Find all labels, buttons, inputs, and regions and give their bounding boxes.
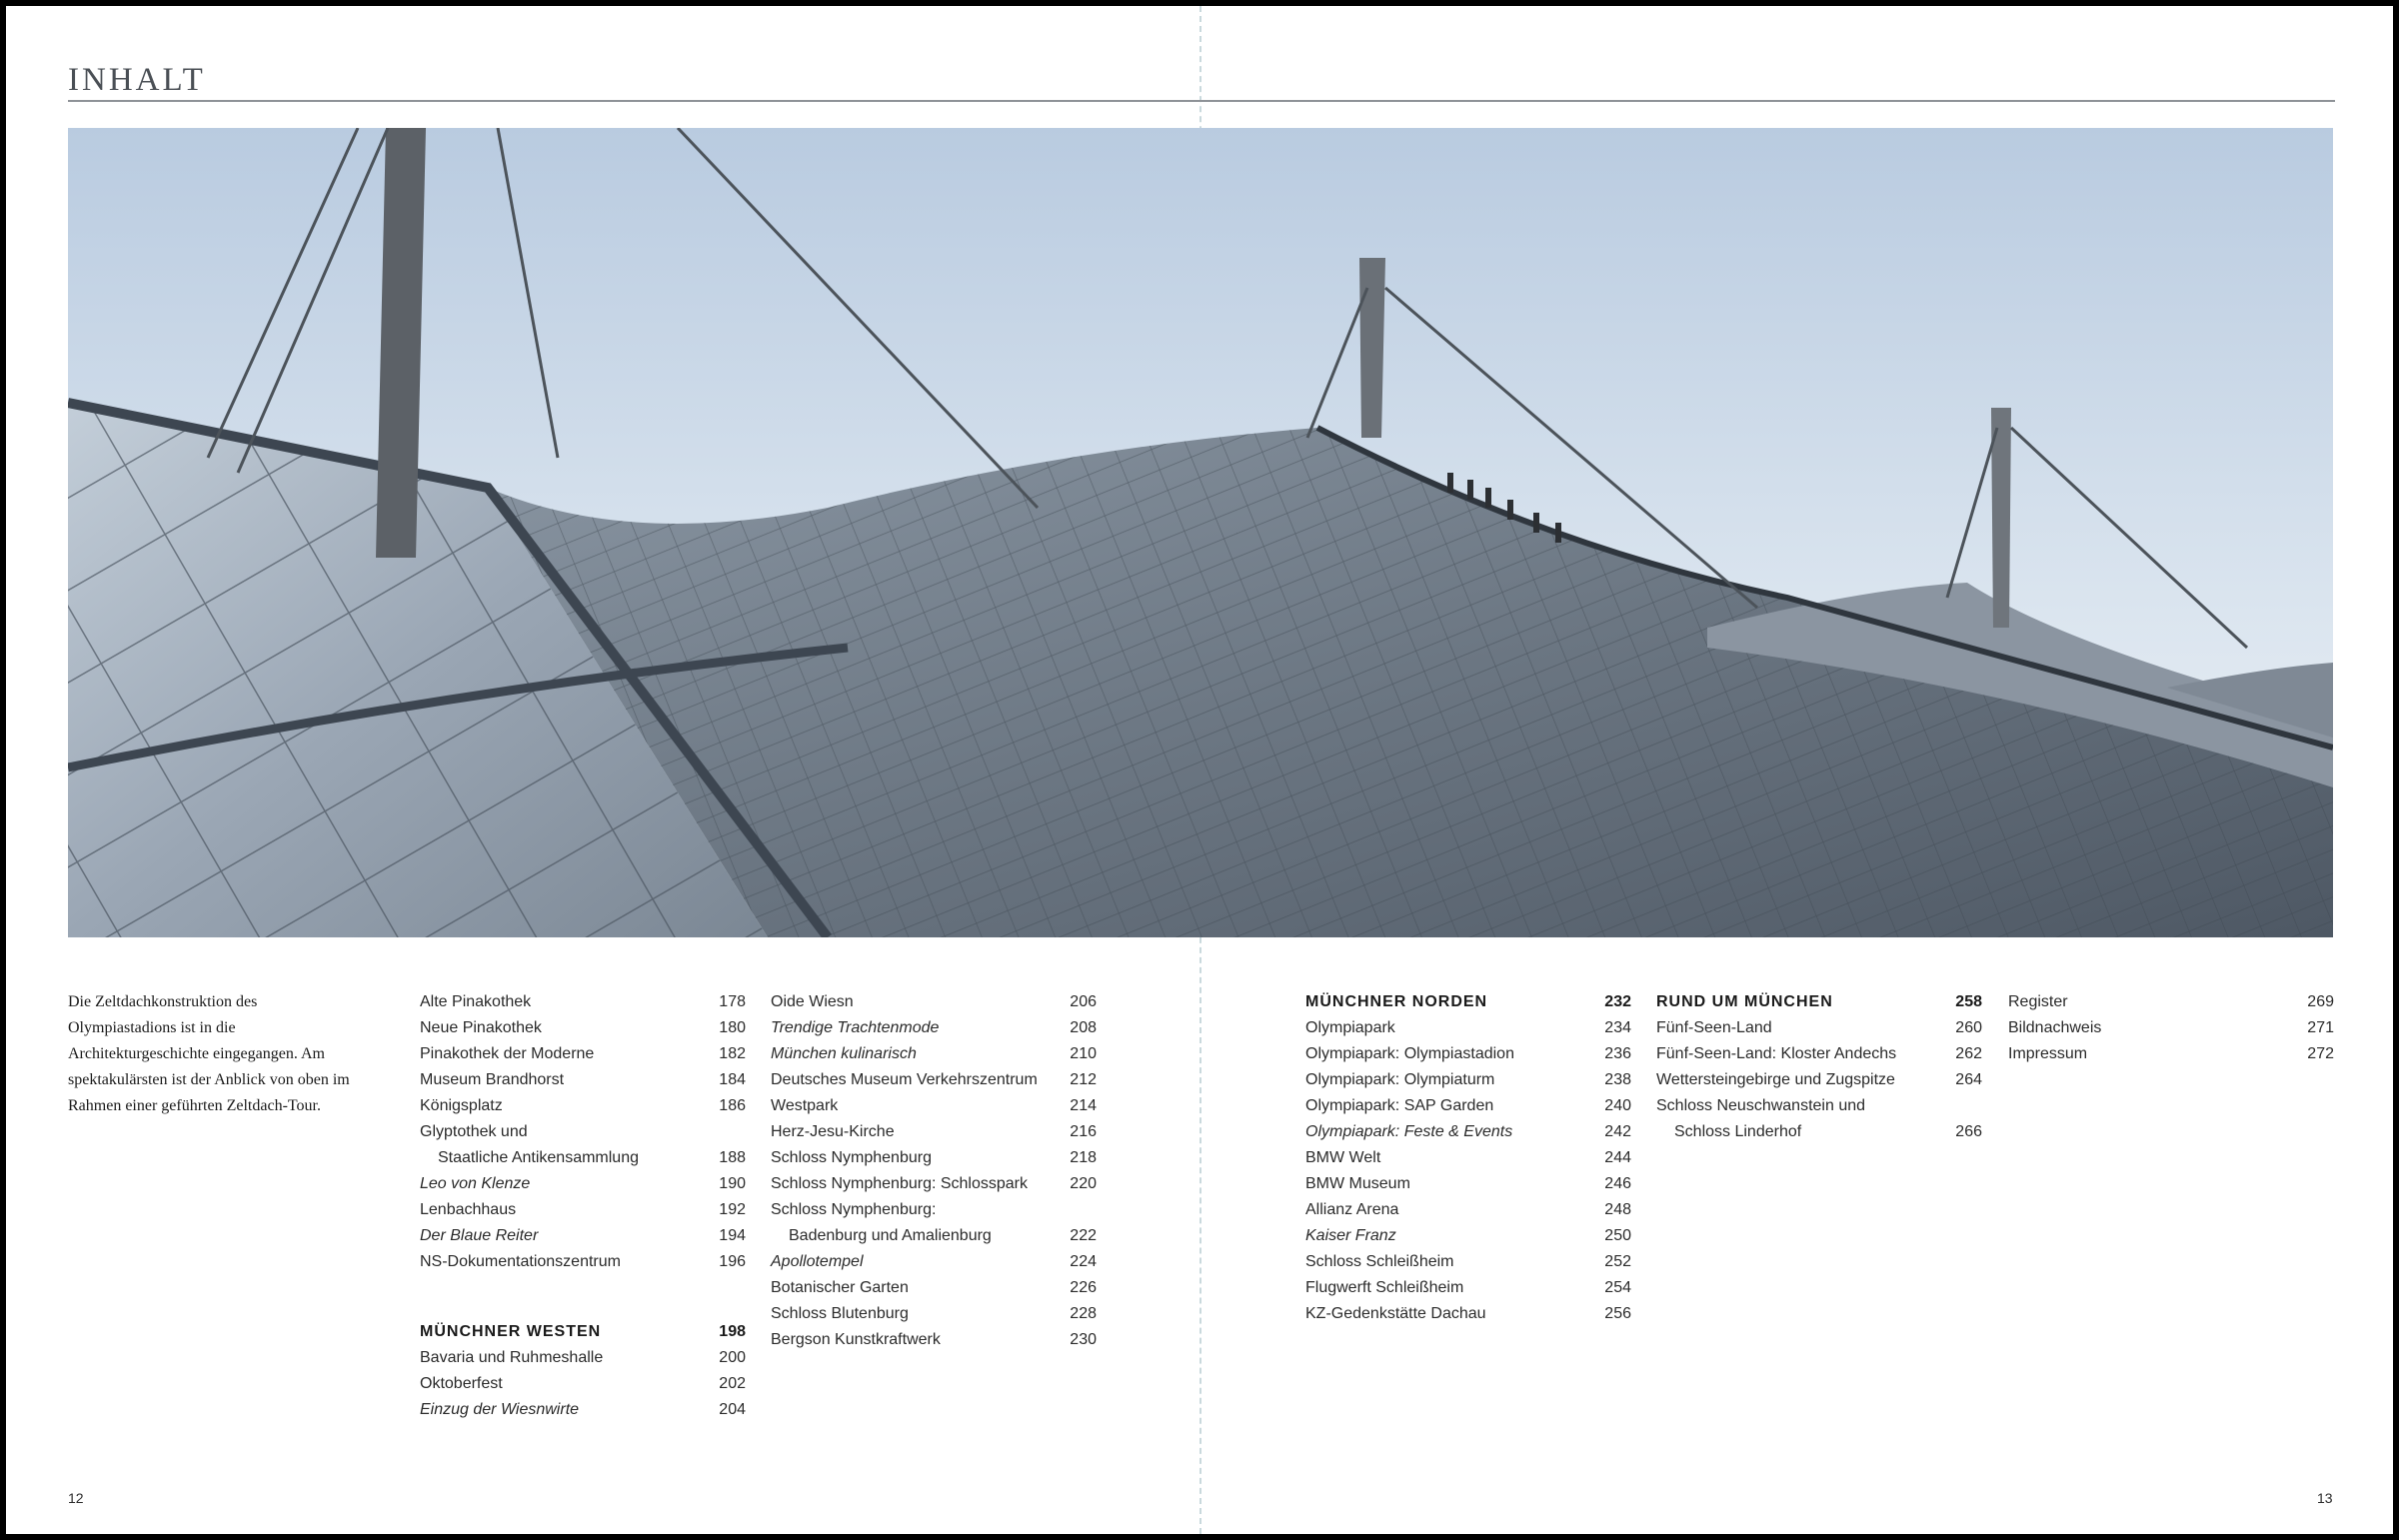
toc-entry (1305, 1197, 1631, 1223)
toc-entry-title: Botanischer Garten (771, 1279, 909, 1296)
toc-entry-page: 252 (1604, 1253, 1631, 1270)
toc-entry-title: Schloss Blutenburg (771, 1305, 909, 1322)
toc-entry-page: 200 (719, 1349, 746, 1366)
toc-entry-page: 190 (719, 1175, 746, 1192)
toc-entry-title: Herz-Jesu-Kirche (771, 1123, 895, 1140)
toc-entry-title: MÜNCHNER WESTEN (420, 1323, 602, 1340)
toc-entry-page: 271 (2307, 1019, 2334, 1036)
toc-entry-page: 216 (1070, 1123, 1097, 1140)
toc-entry-title: Der Blaue Reiter (420, 1227, 539, 1244)
toc-entry-page: 212 (1070, 1071, 1097, 1088)
toc-entry-title: Olympiapark: Feste & Events (1305, 1123, 1513, 1140)
toc-entry-title: Apollotempel (771, 1253, 864, 1270)
toc-entry-title: BMW Welt (1305, 1149, 1381, 1166)
toc-entry-title: Olympiapark: Olympiastadion (1305, 1045, 1514, 1062)
toc-entry (771, 1171, 1097, 1197)
photo-caption: Die Zeltdachkonstruktion des Olympiastadions ist in die Architekturgeschichte eingegangen. Am spektakulärsten ist der Anblick von oben im Rahmen einer geführten Zeltdach-Tour. (68, 993, 350, 1114)
toc-entry-title: Königsplatz (420, 1097, 503, 1114)
toc-entry (420, 1145, 746, 1171)
toc-entry-title: Lenbachhaus (420, 1201, 517, 1218)
toc-entry (420, 1171, 746, 1197)
toc-entry-page: 240 (1604, 1097, 1631, 1114)
toc-entry-title: Flugwerft Schleißheim (1305, 1279, 1464, 1296)
toc-entry (771, 1067, 1097, 1093)
toc-entry (420, 1067, 746, 1093)
toc-entry-page: 234 (1604, 1019, 1631, 1036)
toc-entry-title: Wettersteingebirge und Zugspitze (1656, 1071, 1895, 1088)
toc-entry-title: Glyptothek und (420, 1123, 528, 1140)
toc-entry (771, 1275, 1097, 1301)
toc-entry-page: 269 (2307, 993, 2334, 1010)
toc-entry-title: Schloss Linderhof (1674, 1123, 1802, 1140)
toc-entry-page: 204 (719, 1401, 746, 1418)
toc-entry (1305, 1171, 1631, 1197)
toc-entry-page: 230 (1070, 1331, 1097, 1348)
toc-entry-title: Register (2008, 993, 2068, 1010)
toc-column-5 (2008, 989, 2334, 1067)
toc-entry-title: Schloss Schleißheim (1305, 1253, 1454, 1270)
toc-entry (771, 1041, 1097, 1067)
toc-entry-title: Schloss Neuschwanstein und (1656, 1097, 1866, 1114)
toc-entry (1656, 1067, 1982, 1093)
toc-entry (1305, 1275, 1631, 1301)
toc-entry-page: 260 (1955, 1019, 1982, 1036)
toc-entry-title: Neue Pinakothek (420, 1019, 542, 1036)
toc-entry-title: Schloss Nymphenburg: (771, 1201, 937, 1218)
toc-entry-page: 224 (1070, 1253, 1097, 1270)
toc-spacer (420, 1275, 746, 1319)
toc-entry-title: BMW Museum (1305, 1175, 1410, 1192)
toc-entry-title: Olympiapark: SAP Garden (1305, 1097, 1494, 1114)
toc-entry (771, 1301, 1097, 1327)
toc-entry (2008, 989, 2334, 1015)
toc-column-3 (1305, 989, 1631, 1327)
toc-entry-title: Museum Brandhorst (420, 1071, 565, 1088)
toc-entry (420, 989, 746, 1015)
toc-entry (771, 1327, 1097, 1353)
toc-entry (1656, 1015, 1982, 1041)
toc-entry-page: 178 (719, 993, 746, 1010)
toc-entry-title: Alte Pinakothek (420, 993, 532, 1010)
toc-entry-page: 206 (1070, 993, 1097, 1010)
toc-entry-page: 272 (2307, 1045, 2334, 1062)
toc-entry-page: 182 (719, 1045, 746, 1062)
toc-entry (420, 1041, 746, 1067)
toc-entry-title: Pinakothek der Moderne (420, 1045, 595, 1062)
toc-entry-title: KZ-Gedenkstätte Dachau (1305, 1305, 1486, 1322)
toc-entry-page: 186 (719, 1097, 746, 1114)
heading-rule (68, 100, 2335, 102)
toc-entry-title: Olympiapark (1305, 1019, 1395, 1036)
toc-entry (420, 1345, 746, 1371)
toc-entry-title: Bavaria und Ruhmeshalle (420, 1349, 604, 1366)
toc-entry (1305, 1301, 1631, 1327)
toc-entry (771, 1223, 1097, 1249)
toc-entry (420, 1371, 746, 1397)
toc-entry-title: MÜNCHNER NORDEN (1305, 993, 1488, 1010)
toc-entry (1656, 1093, 1982, 1119)
toc-entry-title: Olympiapark: Olympiaturm (1305, 1071, 1495, 1088)
toc-entry (1305, 1145, 1631, 1171)
toc-entry-page: 214 (1070, 1097, 1097, 1114)
toc-entry-page: 222 (1070, 1227, 1097, 1244)
toc-entry (420, 1397, 746, 1423)
toc-column-2 (771, 989, 1097, 1353)
toc-column-1 (420, 989, 746, 1423)
toc-entry-page: 194 (719, 1227, 746, 1244)
toc-entry (771, 1015, 1097, 1041)
toc-entry-page: 192 (719, 1201, 746, 1218)
toc-entry-page: 220 (1070, 1175, 1097, 1192)
toc-section-heading (1656, 989, 1982, 1015)
toc-entry-page: 250 (1604, 1227, 1631, 1244)
toc-entry-title: Westpark (771, 1097, 839, 1114)
toc-entry (420, 1249, 746, 1275)
toc-entry-title: Impressum (2008, 1045, 2088, 1062)
toc-entry-page: 254 (1604, 1279, 1631, 1296)
toc-entry (2008, 1015, 2334, 1041)
toc-entry-page: 238 (1604, 1071, 1631, 1088)
toc-entry-title: Fünf-Seen-Land (1656, 1019, 1772, 1036)
toc-entry-title: Trendige Trachtenmode (771, 1019, 940, 1036)
toc-entry (1305, 1041, 1631, 1067)
toc-entry-title: Einzug der Wiesnwirte (420, 1401, 580, 1418)
toc-entry-title: Badenburg und Amalienburg (789, 1227, 992, 1244)
book-spread (6, 6, 2393, 1534)
toc-entry-title: Allianz Arena (1305, 1201, 1399, 1218)
toc-entry (1656, 1119, 1982, 1145)
toc-entry-title: Deutsches Museum Verkehrszentrum (771, 1071, 1038, 1088)
toc-entry-page: 244 (1604, 1149, 1631, 1166)
toc-entry-page: 218 (1070, 1149, 1097, 1166)
toc-entry-title: Fünf-Seen-Land: Kloster Andechs (1656, 1045, 1897, 1062)
toc-entry-title: Schloss Nymphenburg (771, 1149, 932, 1166)
toc-entry (1305, 1067, 1631, 1093)
toc-entry-page: 184 (719, 1071, 746, 1088)
toc-entry-page: 258 (1955, 993, 1982, 1010)
toc-entry (1305, 1015, 1631, 1041)
toc-entry-page: 196 (719, 1253, 746, 1270)
toc-entry (771, 1249, 1097, 1275)
toc-entry (771, 989, 1097, 1015)
toc-entry-title: Bildnachweis (2008, 1019, 2102, 1036)
toc-entry-page: 248 (1604, 1201, 1631, 1218)
toc-entry-page: 264 (1955, 1071, 1982, 1088)
toc-entry-page: 188 (719, 1149, 746, 1166)
toc-entry (1305, 1249, 1631, 1275)
toc-entry (1305, 1119, 1631, 1145)
toc-entry-page: 180 (719, 1019, 746, 1036)
toc-entry-title: RUND UM MÜNCHEN (1656, 993, 1833, 1010)
toc-entry-page: 210 (1070, 1045, 1097, 1062)
toc-entry (771, 1145, 1097, 1171)
page-heading: INHALT (68, 62, 206, 98)
page-number-left: 12 (68, 1490, 84, 1506)
toc-entry (1305, 1093, 1631, 1119)
page-number-right: 13 (2317, 1490, 2333, 1506)
toc-entry-page: 226 (1070, 1279, 1097, 1296)
toc-entry-page: 208 (1070, 1019, 1097, 1036)
toc-entry-title: Kaiser Franz (1305, 1227, 1396, 1244)
toc-column-4 (1656, 989, 1982, 1145)
toc-entry-page: 202 (719, 1375, 746, 1392)
toc-entry (420, 1197, 746, 1223)
toc-entry-title: Oktoberfest (420, 1375, 503, 1392)
toc-entry (420, 1093, 746, 1119)
toc-section-heading (1305, 989, 1631, 1015)
toc-entry-page: 256 (1604, 1305, 1631, 1322)
stadium-roof-photo (68, 128, 2333, 937)
toc-entry-page: 232 (1604, 993, 1631, 1010)
toc-entry-title: Leo von Klenze (420, 1175, 531, 1192)
toc-entry (1656, 1041, 1982, 1067)
toc-entry (771, 1119, 1097, 1145)
toc-entry-page: 246 (1604, 1175, 1631, 1192)
toc-entry (2008, 1041, 2334, 1067)
toc-entry-page: 236 (1604, 1045, 1631, 1062)
toc-section-heading (420, 1319, 746, 1345)
toc-entry (1305, 1223, 1631, 1249)
toc-entry (771, 1093, 1097, 1119)
toc-entry-title: Schloss Nymphenburg: Schlosspark (771, 1175, 1029, 1192)
toc-entry-title: Oide Wiesn (771, 993, 854, 1010)
toc-entry-page: 198 (719, 1323, 746, 1340)
toc-entry-page: 262 (1955, 1045, 1982, 1062)
toc-entry-title: Bergson Kunstkraftwerk (771, 1331, 941, 1348)
toc-entry (420, 1119, 746, 1145)
toc-entry (420, 1223, 746, 1249)
toc-entry-title: Staatliche Antikensammlung (438, 1149, 639, 1166)
toc-entry-page: 242 (1604, 1123, 1631, 1140)
toc-entry-title: NS-Dokumentationszentrum (420, 1253, 621, 1270)
toc-entry-title: München kulinarisch (771, 1045, 917, 1062)
toc-entry (771, 1197, 1097, 1223)
toc-entry-page: 266 (1955, 1123, 1982, 1140)
toc-entry (420, 1015, 746, 1041)
toc-entry-page: 228 (1070, 1305, 1097, 1322)
